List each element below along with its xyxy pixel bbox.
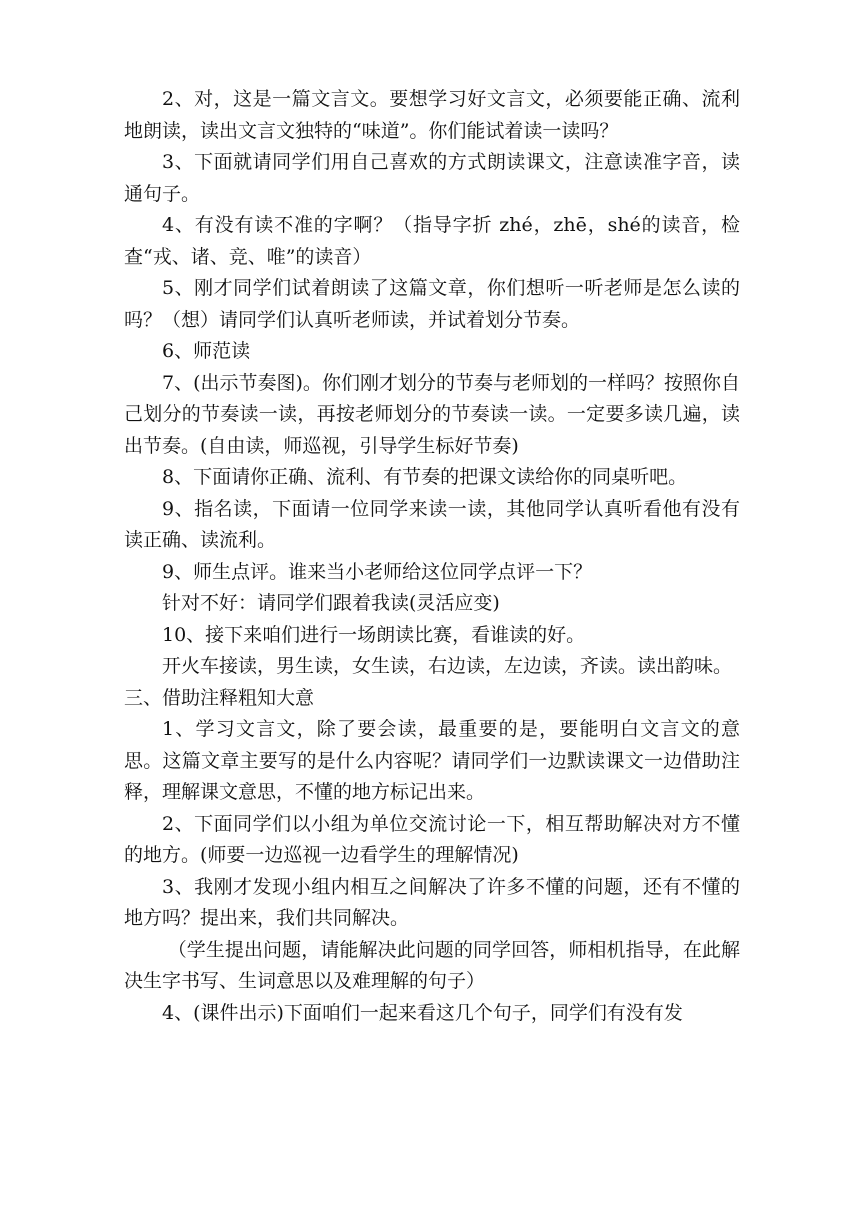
paragraph-8: 9、指名读，下面请一位同学来读一读，其他同学认真听看他有没有读正确、读流利。: [124, 497, 740, 551]
paragraph-15: 3、我刚才发现小组内相互之间解决了许多不懂的问题，还有不懂的地方吗？提出来，我们共同解决。: [124, 875, 740, 929]
paragraph-7: 8、下面请你正确、流利、有节奏的把课文读给你的同桌听吧。: [162, 466, 688, 488]
paragraph-10: 针对不好：请同学们跟着我读(灵活应变): [162, 592, 500, 614]
paragraph-12: 开火车接读，男生读，女生读，右边读，左边读，齐读。读出韵味。: [162, 655, 733, 677]
paragraph-3: 4、有没有读不准的字啊？（指导字折 zhé，zhē，shé的读音，检查“戎、诸、竞、唯”的读音）: [124, 214, 740, 268]
paragraph-9: 9、师生点评。谁来当小老师给这位同学点评一下？: [162, 560, 593, 583]
paragraph-17: 4、(课件出示)下面咱们一起来看这几个句子，同学们有没有发: [162, 1001, 683, 1024]
section-heading: 三、借助注释粗知大意: [124, 686, 315, 709]
paragraph-11: 10、接下来咱们进行一场朗读比赛，看谁读的好。: [162, 623, 586, 646]
paragraph-14: 2、下面同学们以小组为单位交流讨论一下，相互帮助解决对方不懂的地方。(师要一边巡视一边看学生的理解情况): [124, 812, 740, 866]
paragraph-4: 5、刚才同学们试着朗读了这篇文章，你们想听一听老师是怎么读的吗？（想）请同学们认真听老师读，并试着划分节奏。: [124, 277, 740, 331]
paragraph-6: 7、(出示节奏图)。你们刚才划分的节奏与老师划的一样吗？按照你自己划分的节奏读一读，再按老师划分的节奏读一读。一定要多读几遍，读出节奏。(自由读，师巡视，引导学生标好节奏): [124, 371, 740, 457]
paragraph-5: 6、师范读: [162, 340, 251, 362]
paragraph-1: 2、对，这是一篇文言文。要想学习好文言文，必须要能正确、流利地朗读，读出文言文独特的“味道”。你们能试着读一读吗？: [124, 88, 740, 142]
paragraph-2: 3、下面就请同学们用自己喜欢的方式朗读课文，注意读准字音，读通句子。: [124, 151, 740, 205]
paragraph-16: （学生提出问题，请能解决此问题的同学回答，师相机指导，在此解决生字书写、生词意思以及难理解的句子）: [124, 938, 740, 992]
paragraph-13: 1、学习文言文，除了要会读，最重要的是，要能明白文言文的意思。这篇文章主要写的是什么内容呢？请同学们一边默读课文一边借助注释，理解课文意思，不懂的地方标记出来。: [124, 718, 740, 803]
